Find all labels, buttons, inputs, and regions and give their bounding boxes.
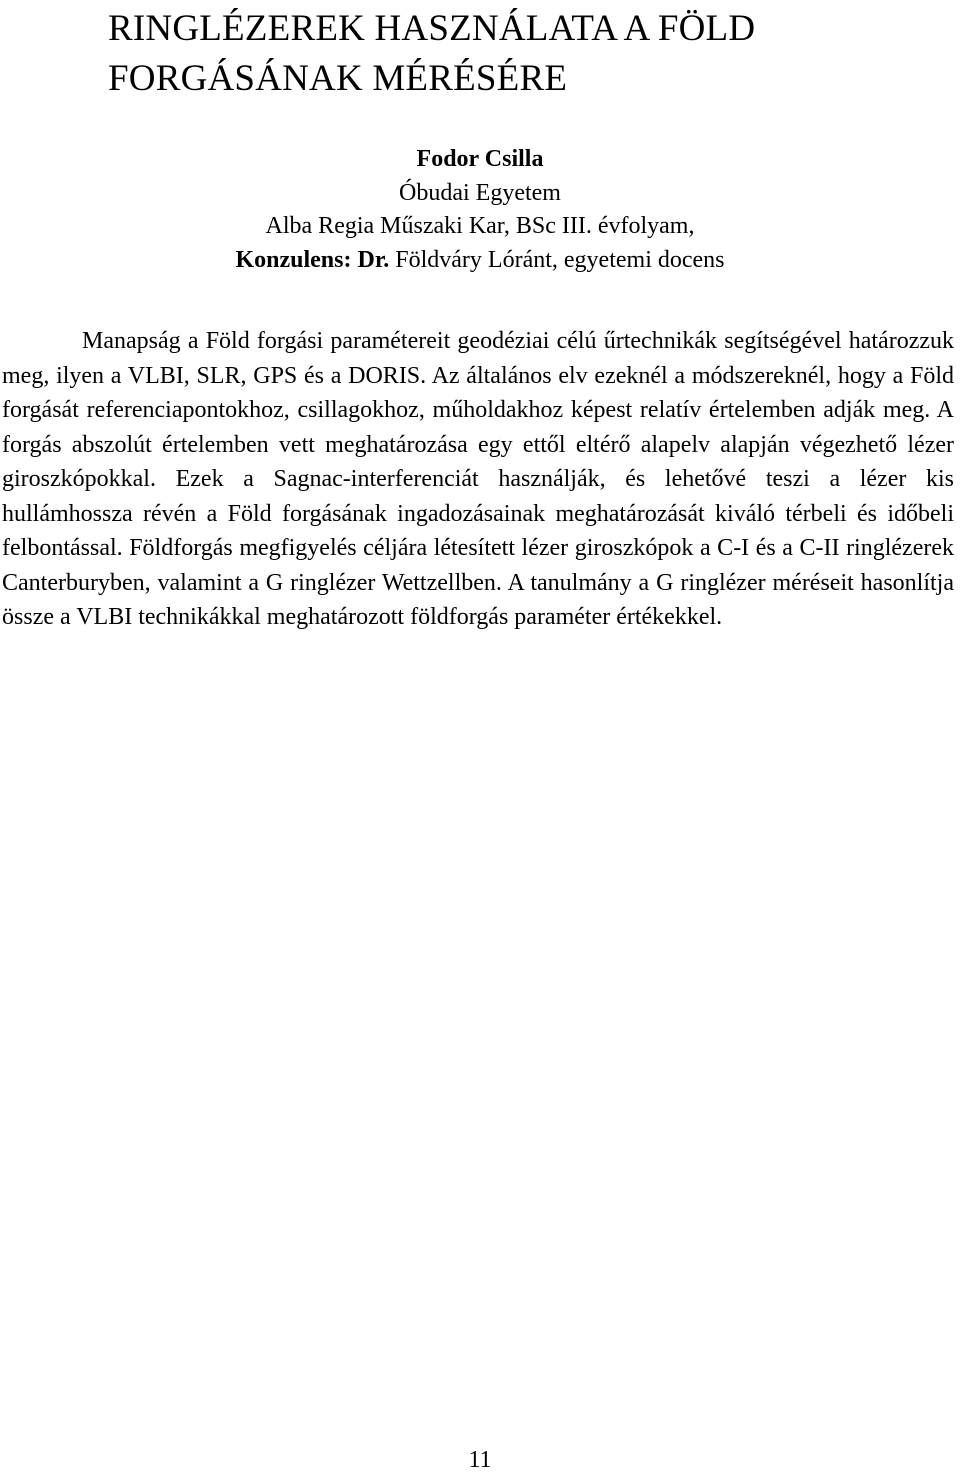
author-university: Óbudai Egyetem [399, 179, 561, 206]
author-consultant [0, 244, 960, 278]
author-name: Fodor Csilla [416, 146, 544, 172]
paper-title [108, 4, 928, 104]
paper-title-line-1: RINGLÉZEREK HASZNÁLATA A FÖLD [108, 8, 756, 49]
author-block [0, 143, 960, 277]
abstract-paragraph: Manapság a Föld forgási paramétereit geodéziai célú űrtechnikák segítségével határozzuk meg, ilyen a VLBI, SLR, GPS és a DORIS. Az általános elv ezeknél a módszereknél, hogy a Föld forgását referenciapontokhoz, csillagokhoz, műholdakhoz képest relatív értelemben adják meg. A forgás abszolút értelemben vett meghatározása egy ettől eltérő alapelv alapján végezhető lézer giroszkópokkal. Ezek a Sagnac-interferenciát használják, és lehetővé teszi a lézer kis hullámhossza révén a Föld forgásának ingadozásainak meghatározását kiváló térbeli és időbeli felbontással. Földforgás megfigyelés céljára létesített lézer giroszkópok a C-I és a C-II ringlézerek Canterburyben, valamint a G ringlézer Wettzellben. A tanulmány a G ringlézer méréseit hasonlítja össze a VLBI technikákkal meghatározott földforgás paraméter értékekkel. [2, 328, 954, 630]
author-faculty: Alba Regia Műszaki Kar, BSc III. évfolyam, [265, 213, 695, 239]
paper-title-line-2: FORGÁSÁNAK MÉRÉSÉRE [108, 58, 568, 99]
consultant-name: Földváry Lóránt, egyetemi docens [389, 246, 725, 273]
consultant-label: Konzulens: Dr. [235, 246, 390, 273]
page-number: 11 [468, 1447, 492, 1473]
